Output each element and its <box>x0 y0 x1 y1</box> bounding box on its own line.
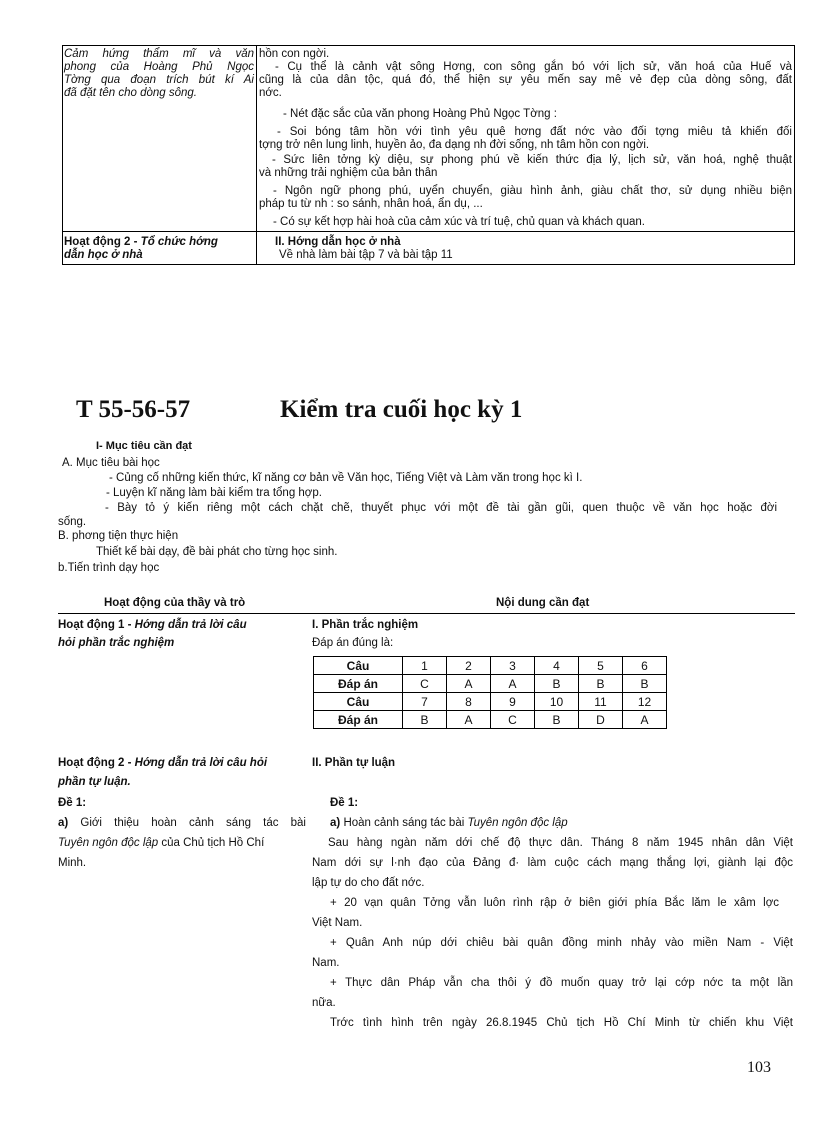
section-2-heading: II. Phần tự luận <box>312 757 396 769</box>
essay-left-de: Đề 1: <box>58 797 87 809</box>
essay-right-line: + Quân Anh núp dới chiêu bài quân đồng minh nhảy vào miền Nam - Việt <box>330 937 793 949</box>
objective-item: - Luyện kĩ năng làm bài kiểm tra tổng hợp. <box>106 487 322 499</box>
process-heading: b.Tiến trình dạy học <box>58 562 160 574</box>
header-rule <box>58 613 795 614</box>
objective-item: - Củng cố những kiến thức, kĩ năng cơ bản về Văn học, Tiếng Việt và Làm văn trong học kì I. <box>109 472 583 484</box>
answer-value: A <box>447 711 491 729</box>
essay-right-line: + Thực dân Pháp vẫn cha thôi ý đồ muốn quay trở lại cớp nớc ta một lần <box>330 977 793 989</box>
essay-right-line: Nam dới sự l·nh đạo của Đảng đ· làm cuộc cách mạng thắng lợi, giành lại độc <box>312 857 793 869</box>
answer-intro: Đáp án đúng là: <box>312 637 394 649</box>
table-row <box>314 657 667 675</box>
activity-2b-label: Hoạt động 2 - Hớng dẫn trả lời câu hỏi <box>58 757 268 769</box>
left-cell-line: Cảm hứng thẩm mĩ và văn <box>64 48 254 60</box>
question-number: 7 <box>403 693 447 711</box>
table-row <box>314 693 667 711</box>
left-cell-line: Tờng qua đoạn trích bút kí Ai <box>64 74 254 86</box>
essay-right-line: Nam. <box>312 957 340 969</box>
answer-value: A <box>623 711 667 729</box>
question-number: 4 <box>535 657 579 675</box>
answer-value: B <box>579 675 623 693</box>
right-cell-line: - Cụ thể là cảnh vật sông Hơng, con sông gắn bó với lịch sử, văn hoá của Huế và <box>275 61 792 73</box>
right-cell-line: tợng trở nên lung linh, huyền ảo, đa dạng nh đời sống, nh tâm hồn con ngời. <box>259 139 650 151</box>
question-number: 2 <box>447 657 491 675</box>
question-number: 5 <box>579 657 623 675</box>
column-header-right: Nội dung cần đạt <box>496 597 590 609</box>
question-number: 1 <box>403 657 447 675</box>
activity-1-label-cont: hỏi phần trắc nghiệm <box>58 637 175 649</box>
right-cell-line: - Sức liên tởng kỳ diệu, sự phong phú về kiến thức địa lý, lịch sử, văn hoá, nghệ thuật <box>272 154 792 166</box>
activity-1-label: Hoạt động 1 - Hớng dẫn trả lời câu <box>58 619 247 631</box>
right-cell-line: và những trải nghiệm của bản thân <box>259 167 438 179</box>
right-cell-line: nớc. <box>259 87 282 99</box>
lesson-code: T 55-56-57 <box>76 396 191 423</box>
right-cell-line: - Nét đặc sắc của văn phong Hoàng Phủ Ngọc Tờng : <box>283 108 557 120</box>
essay-right-line: lập tự do cho đất nớc. <box>312 877 425 889</box>
homework-heading: II. Hớng dẫn học ở nhà <box>275 236 401 248</box>
answer-value: A <box>447 675 491 693</box>
right-cell-line: - Có sự kết hợp hài hoà của cảm xúc và trí tuệ, chủ quan và khách quan. <box>273 216 645 228</box>
answer-value: B <box>535 675 579 693</box>
objective-b-text: Thiết kế bài dạy, đề bài phát cho từng học sinh. <box>96 546 338 558</box>
homework-text: Về nhà làm bài tập 7 và bài tập 11 <box>279 249 453 261</box>
right-cell-line: pháp tu từ nh : so sánh, nhân hoá, ẩn dụ, ... <box>259 198 483 210</box>
objective-b-heading: B. phơng tiện thực hiện <box>58 530 179 542</box>
answer-label: Đáp án <box>314 675 403 693</box>
answer-value: A <box>491 675 535 693</box>
table-row <box>314 711 667 729</box>
question-number: 9 <box>491 693 535 711</box>
answer-table <box>313 656 667 729</box>
answer-value: B <box>623 675 667 693</box>
column-header-left: Hoạt động của thầy và trò <box>104 597 246 609</box>
answer-value: C <box>491 711 535 729</box>
question-label: Câu <box>314 657 403 675</box>
essay-left-line: Tuyên ngôn độc lập của Chủ tịch Hồ Chí <box>58 837 265 849</box>
question-number: 10 <box>535 693 579 711</box>
objective-item: sống. <box>58 516 87 528</box>
answer-value: B <box>535 711 579 729</box>
right-cell-line: cũng là của dân tộc, quá đó, thể hiện sự yêu mến say mê vẻ đẹp của dòng sông, đất <box>259 74 792 86</box>
essay-right-a: a) Hoàn cảnh sáng tác bài Tuyên ngôn độc lập <box>330 817 568 829</box>
answer-value: B <box>403 711 447 729</box>
right-cell-line: hồn con ngời. <box>259 48 330 60</box>
activity-2b-label-cont: phần tự luận. <box>58 776 131 788</box>
question-number: 6 <box>623 657 667 675</box>
answer-label: Đáp án <box>314 711 403 729</box>
essay-left-line: a) Giới thiệu hoàn cảnh sáng tác bài <box>58 817 306 829</box>
essay-right-line: Trớc tình hình trên ngày 26.8.1945 Chủ tịch Hồ Chí Minh từ chiến khu Việt <box>330 1017 793 1029</box>
left-cell-line: phong của Hoàng Phủ Ngọc <box>64 61 254 73</box>
essay-left-line: Minh. <box>58 857 87 869</box>
objective-a-heading: A. Mục tiêu bài học <box>62 457 160 469</box>
essay-right-de: Đề 1: <box>330 797 359 809</box>
question-number: 3 <box>491 657 535 675</box>
right-cell-line: - Ngôn ngữ phong phú, uyển chuyển, giàu hình ảnh, giàu chất thơ, sử dụng nhiều biện <box>273 185 792 197</box>
question-number: 11 <box>579 693 623 711</box>
page-number: 103 <box>747 1059 771 1076</box>
answer-value: C <box>403 675 447 693</box>
right-cell-line: - Soi bóng tâm hồn với tình yêu quê hơng đất nớc vào đối tợng miêu tả khiến đối <box>277 126 792 138</box>
essay-right-line: Việt Nam. <box>312 917 363 929</box>
left-cell-line: đã đặt tên cho dòng sông. <box>64 87 197 99</box>
lesson-title: Kiểm tra cuối học kỳ 1 <box>280 396 523 423</box>
question-label: Câu <box>314 693 403 711</box>
essay-right-line: Sau hàng ngàn năm dới chế độ thực dân. Tháng 8 năm 1945 nhân dân Việt <box>328 837 793 849</box>
objectives-heading: I- Mục tiêu cần đạt <box>96 440 192 452</box>
question-number: 12 <box>623 693 667 711</box>
section-1-heading: I. Phần trắc nghiệm <box>312 619 419 631</box>
activity-2-label-cont: dẫn học ở nhà <box>64 249 143 261</box>
activity-2-label: Hoạt động 2 - Tổ chức hớng <box>64 236 218 248</box>
question-number: 8 <box>447 693 491 711</box>
essay-right-line: + 20 vạn quân Tởng vẫn luôn rình rập ở biên giới phía Bắc lăm le xâm lợc <box>330 897 779 909</box>
table-row <box>314 675 667 693</box>
answer-value: D <box>579 711 623 729</box>
objective-item: - Bày tỏ ý kiến riêng một cách chặt chẽ, thuyết phục với một đề tài gần gũi, quen thuộc về văn học hoặc đời <box>105 502 777 514</box>
essay-right-line: nữa. <box>312 997 336 1009</box>
